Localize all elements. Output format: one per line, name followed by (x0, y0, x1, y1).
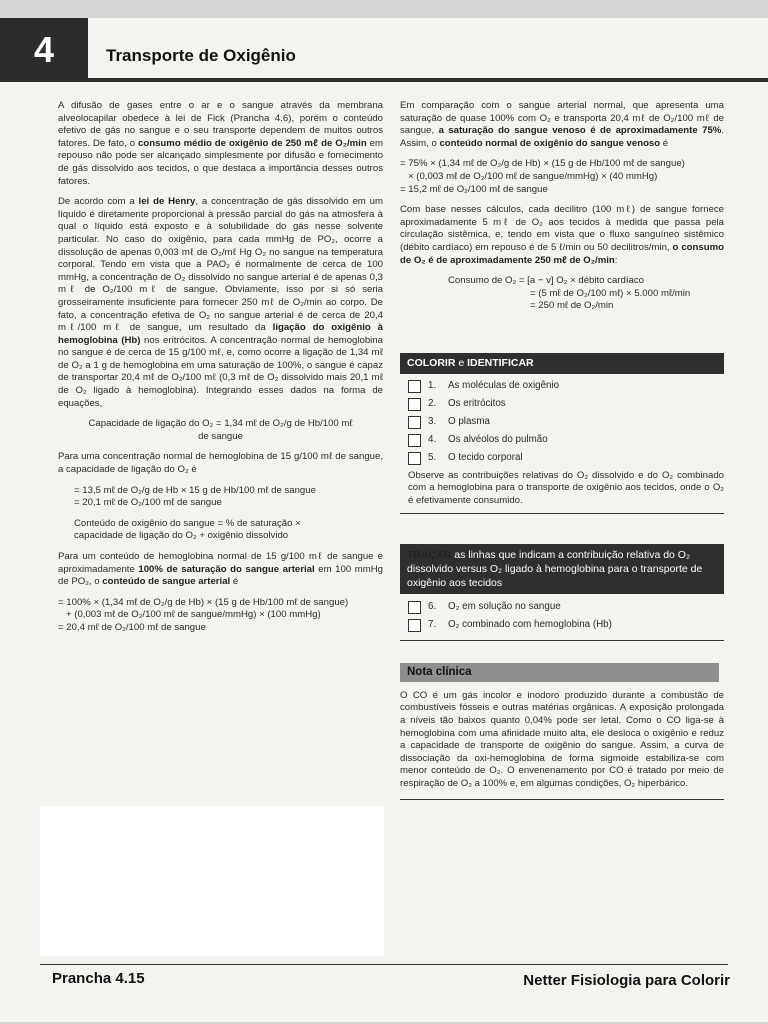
item-number: 3. (428, 416, 437, 428)
equation-line: Consumo de O₂ = [a − v] O₂ × débito cardíaco (448, 275, 644, 287)
text-run: : (614, 254, 618, 266)
footer-rule (40, 964, 728, 965)
left-column (58, 100, 383, 643)
bold-text: o consumo de O₂ é de aproximadamente 250 mℓ de O₂/min (400, 241, 724, 266)
item-number: 7. (428, 618, 437, 630)
trace-panel (400, 544, 724, 641)
checkbox[interactable] (408, 380, 421, 393)
item-number: 5. (428, 452, 437, 464)
text-run: A difusão de gases entre o ar e o sangue através da membrana alveolocapilar obedece à lei de Fick (Prancha 4.6), porém o conteúdo efetivo de gás no sangue e o seu transporte dependem de muitos outros fatores. De fato, o (58, 100, 383, 149)
equation-line: = 75% × (1,34 mℓ de O₂/g de Hb) × (15 g de Hb/100 mℓ de sangue) (400, 158, 685, 170)
chapter-title: Transporte de Oxigênio (106, 46, 296, 65)
color-identify-heading (400, 353, 724, 374)
clinical-note-text: O CO é um gás incolor e inodoro produzido durante a combustão de combustíveis fósseis e outras matérias orgânicas. A exposição prolongada a níveis tão baixos quanto 0,04% pode ser letal. Como o CO liga-se à hemoglobina com uma afinidade muito alta, ele desloca o oxigênio e reduz a capacidade de transporte de oxigênio do sangue. Assim, a curva de dissociação da oxi-hemoglobina de forma sigmoide estabiliza-se com menor conteúdo de O₂. O envenenamento por CO é tratado por meio de respiração de O₂ a 100% e, em algumas condições, O₂ hiperbárico. (400, 689, 724, 790)
right-column (400, 100, 724, 800)
item-number: 1. (428, 380, 437, 392)
heading-trace-rest: as linhas que indicam a contribuição relativa do O₂ dissolvido versus O₂ ligado à hemoglobina para o transporte de oxigênio aos tecidos (407, 549, 703, 590)
book-page (0, 18, 768, 1022)
equation-binding-capacity (58, 485, 383, 510)
color-item-4 (400, 432, 724, 450)
bold-text: lei de Henry (138, 196, 196, 208)
equation-capacity (58, 418, 383, 443)
paragraph-fick (58, 100, 383, 188)
chapter-header (0, 18, 768, 82)
checkbox[interactable] (408, 398, 421, 411)
item-label: O₂ combinado com hemoglobina (Hb) (448, 618, 612, 630)
paragraph-henry (58, 196, 383, 410)
item-label: O plasma (448, 416, 490, 428)
checkbox[interactable] (408, 416, 421, 429)
equation-line: = 20,1 mℓ de O₂/100 mℓ de sangue (74, 497, 222, 509)
trace-items (400, 598, 724, 634)
text-run: Com base nesses cálculos, cada decilitro (100 mℓ) de sangue fornece aproximadamente 5 mℓ de O₂ aos tecidos à medida que passa pela circulação sistêmica, e, tendo em vista que o fluxo sanguíneo sistêmico (débito cardíaco) em repouso é de 5 ℓ/min ou 50 decilitros/min, (400, 204, 724, 253)
item-label: O tecido corporal (448, 452, 523, 464)
equation-line: + (0,003 mℓ de O₂/100 mℓ de sangue/mmHg) × (100 mmHg) (66, 609, 321, 621)
equation-line: = (5 mℓ de O₂/100 mℓ) × 5.000 mℓ/min (530, 287, 691, 299)
paragraph-venous (400, 100, 724, 150)
item-label: Os alvéolos do pulmão (448, 434, 548, 446)
text-run: é (660, 137, 669, 149)
equation-consumption (400, 275, 724, 313)
heading-e: e (455, 356, 468, 369)
panel-rule (400, 640, 724, 641)
bold-text: 100% de saturação do sangue arterial (138, 563, 315, 575)
text-run: Para um conteúdo de hemoglobina normal de 15 g/100 mℓ de sangue e aproximadamente (58, 551, 383, 575)
panel-rule (400, 513, 724, 514)
plate-number: Prancha 4.15 (52, 970, 145, 987)
paragraph-arterial (58, 551, 383, 589)
paragraph-consumption (400, 204, 724, 267)
paragraph-hb-concentration: Para uma concentração normal de hemoglobina de 15 g/100 mℓ de sangue, a capacidade de ligação do O₂ é (58, 451, 383, 476)
text-run: em 100 mmHg de PO₂, o (58, 563, 383, 588)
bold-text: ligação do oxigênio à hemoglobina (Hb) (58, 322, 383, 346)
item-number: 6. (428, 600, 437, 612)
equation-oxygen-content (58, 518, 383, 543)
bold-text: consumo médio de oxigênio de 250 mℓ de O₂/min (138, 137, 367, 149)
text-run: nos eritrócitos. A concentração normal de hemoglobina no sangue é de cerca de 15 g/100 mℓ, e, como ocorre a ligação de 1,34 mℓ de O₂ a 1 g de hemoglobina em uma saturação de 100%, o sangue é capaz de transportar 20,4 mℓ de O₂/100 mℓ (0,3 mℓ de O₂ dissolvido mais 20,1 mℓ de O₂ ligado à hemoglobina). Integrando esses dados na forma de equações, (58, 334, 383, 409)
text-run: é (230, 576, 239, 588)
equation-line: = 250 mℓ de O₂/min (530, 300, 614, 312)
trace-item-7 (400, 616, 724, 634)
item-label: As moléculas de oxigênio (448, 380, 560, 392)
equation-line: Conteúdo de oxigênio do sangue = % de saturação × (74, 517, 301, 529)
heading-identificar: IDENTIFICAR (467, 356, 534, 369)
color-identify-panel (400, 353, 724, 514)
checkbox[interactable] (408, 619, 421, 632)
text-run: , a concentração de gás dissolvido em um líquido é diretamente proporcional à pressão parcial do gás na atmosfera à qual o líquido está exposto e à solubilidade do gás nesse solvente particular. No caso do oxigênio, para cada mmHg de PO₂, ocorre a dissolução de apenas 0,003 mℓ de O₂/mℓ Hg O₂ no sangue na temperatura corporal. Tendo em vista que a PAO₂ é normalmente de cerca de 100 mmHg, a concentração de O₂ dissolvido no sangue arterial é de apenas 0,3 mℓ de O₂/100 mℓ de sangue. Obviamente, isso por si só seria grosseiramente insuficiente para fornecer 250 mℓ de O₂/min ao corpo. De fato, a concentração efetiva de O₂ no sangue arterial é de cerca de 20,4 mℓ/100 mℓ de sangue, um resultado da (58, 196, 383, 334)
heading-tracar: TRAÇAR (407, 549, 452, 562)
item-label: O₂ em solução no sangue (448, 600, 561, 612)
equation-arterial-content (58, 597, 383, 635)
item-number: 2. (428, 398, 437, 410)
bold-text: a saturação do sangue venoso é de aproximadamente 75% (438, 125, 722, 137)
checkbox[interactable] (408, 434, 421, 447)
heading-colorir: COLORIR (407, 356, 456, 369)
clinical-note-panel (400, 663, 724, 799)
equation-line: capacidade de ligação do O₂ + oxigênio dissolvido (74, 530, 289, 542)
equation-line: × (0,003 mℓ de O₂/100 mℓ de sangue/mmHg) × (40 mmHg) (408, 170, 658, 182)
equation-line: = 100% × (1,34 mℓ de O₂/g de Hb) × (15 g de Hb/100 mℓ de sangue) (58, 596, 349, 608)
checkbox[interactable] (408, 452, 421, 465)
text-run: em repouso não pode ser alcançado simplesmente por difusão e fornecimento de gás dissolvido aos tecidos, o que destaca a importância desses outros fatores. (58, 137, 383, 187)
item-label: Os eritrócitos (448, 398, 506, 410)
equation-line: = 13,5 mℓ de O₂/g de Hb × 15 g de Hb/100 mℓ de sangue (74, 484, 316, 496)
checkbox[interactable] (408, 601, 421, 614)
clinical-note-heading: Nota clínica (400, 663, 719, 682)
color-item-3 (400, 414, 724, 432)
equation-venous-content (400, 158, 724, 196)
panel-rule (400, 799, 724, 800)
color-item-1 (400, 378, 724, 396)
header-rule (0, 78, 768, 82)
blank-area (40, 806, 384, 956)
color-panel-note: Observe as contribuições relativas do O₂ dissolvido e do O₂ combinado com a hemoglobina para o transporte de oxigênio aos tecidos, onde o O₂ é efetivamente consumido. (408, 469, 724, 506)
text-run: Em comparação com o sangue arterial normal, que apresenta uma saturação de quase 100% com O₂ e transporta 20,4 mℓ de O₂/100 mℓ de sangue, (400, 100, 724, 137)
color-item-2 (400, 396, 724, 414)
trace-item-6 (400, 598, 724, 616)
equation-line: Capacidade de ligação do O₂ = 1,34 mℓ de O₂/g de Hb/100 mℓ (88, 418, 353, 430)
bold-text: conteúdo normal de oxigênio do sangue venoso (439, 137, 661, 149)
equation-line: de sangue (198, 430, 243, 442)
text-run: De acordo com a (58, 196, 139, 208)
text-run: . Assim, o (400, 125, 724, 149)
item-number: 4. (428, 434, 437, 446)
chapter-number: 4 (0, 18, 88, 82)
equation-line: = 15,2 mℓ de O₂/100 mℓ de sangue (400, 183, 548, 195)
trace-heading (400, 544, 724, 594)
color-item-5 (400, 450, 724, 468)
equation-line: = 20,4 mℓ de O₂/100 mℓ de sangue (58, 621, 206, 633)
bold-text: conteúdo de sangue arterial (102, 576, 231, 588)
book-title: Netter Fisiologia para Colorir (523, 972, 730, 989)
color-items (400, 378, 724, 468)
